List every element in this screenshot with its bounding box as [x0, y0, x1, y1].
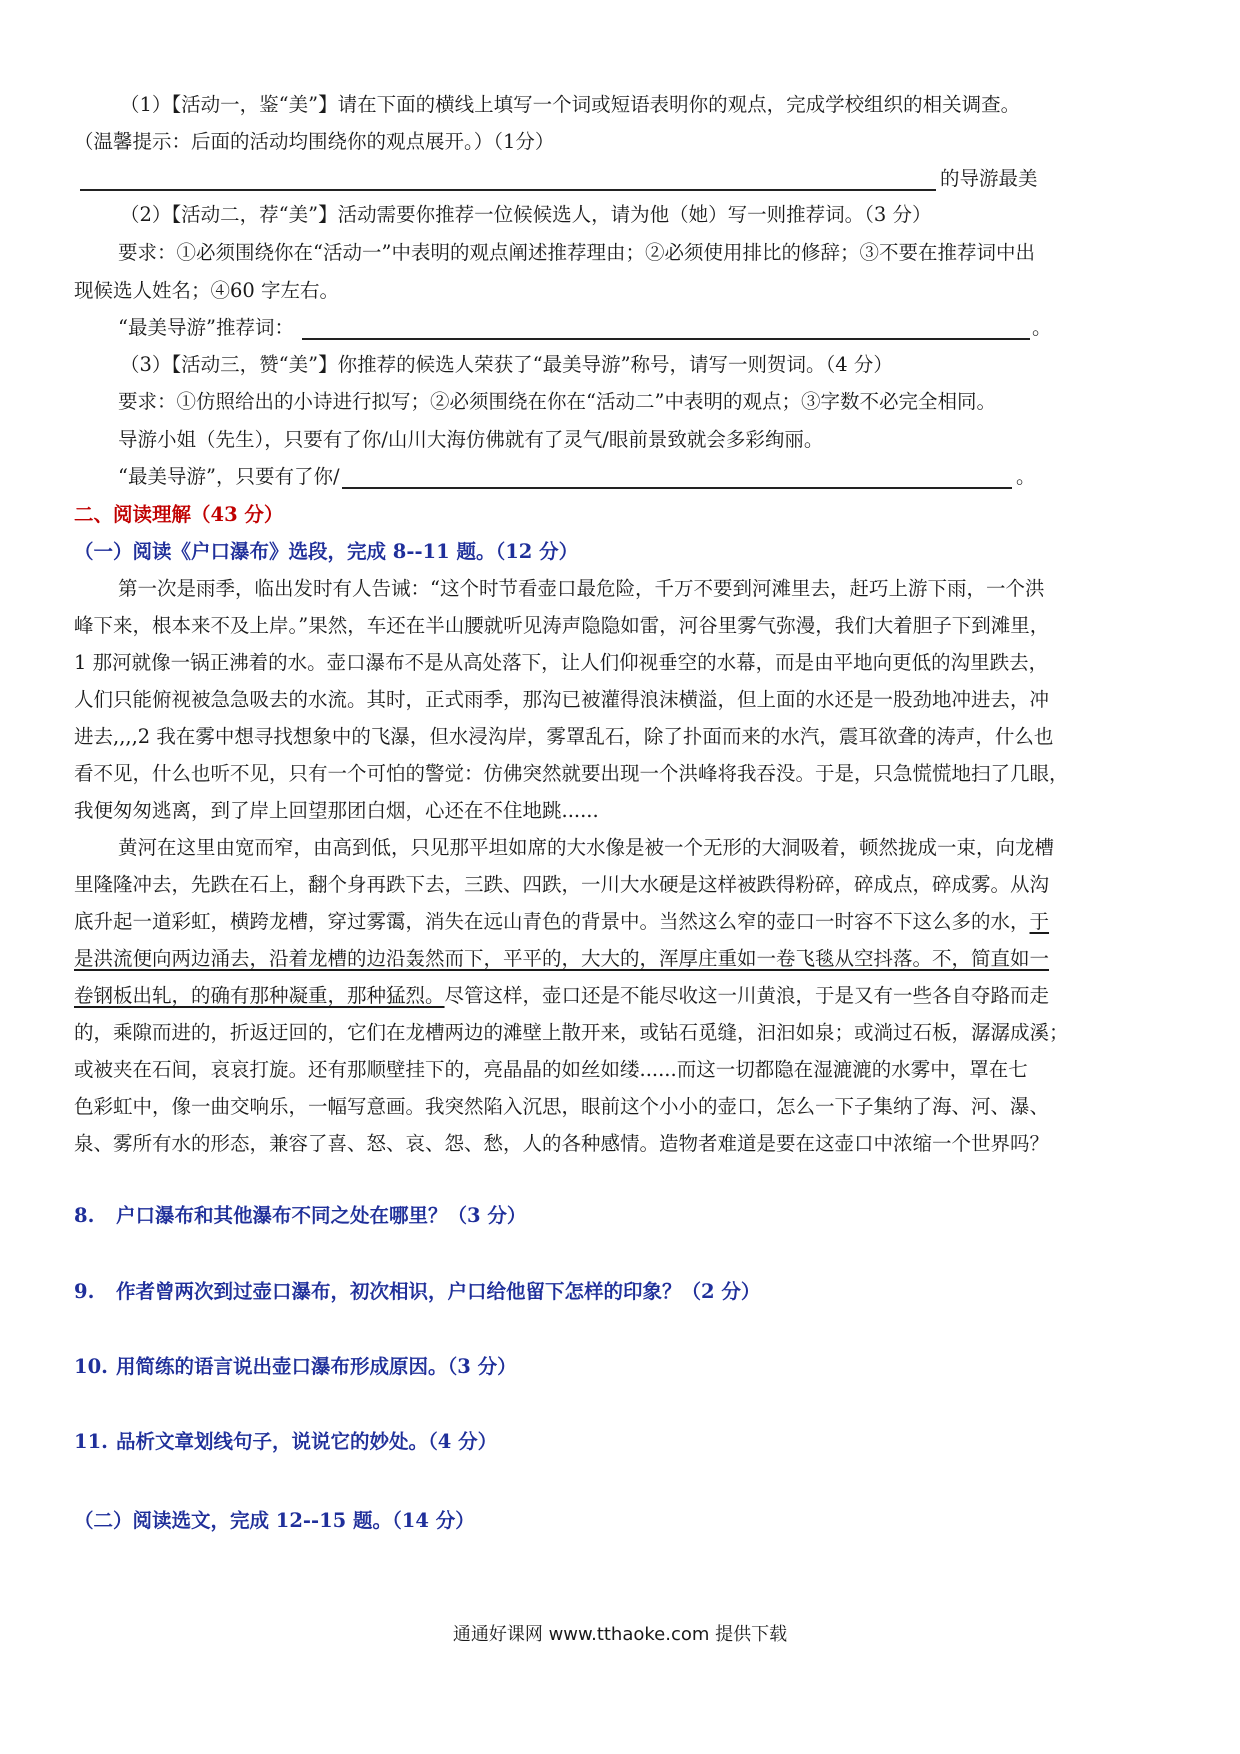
- question-number: 11.: [74, 1430, 108, 1453]
- part-2-title: （二）阅读选文，完成 12--15 题。（14 分）: [74, 1509, 475, 1532]
- activity-3-answer-end: 。: [1016, 465, 1036, 488]
- passage-line: 看不见，什么也听不见，只有一个可怕的警觉：仿佛突然就要出现一个洪峰将我吞没。于是，只急慌慌地扫了几眼，: [74, 762, 1069, 785]
- passage-line: 色彩虹中，像一曲交响乐，一幅写意画。我突然陷入沉思，眼前这个小小的壶口，怎么一下子集纳了海、河、瀑、: [74, 1095, 1050, 1118]
- question-text: 用简练的语言说出壶口瀑布形成原因。（3 分）: [116, 1355, 517, 1378]
- passage-line: [74, 907, 1166, 937]
- question-text: 作者曾两次到过壶口瀑布，初次相识，户口给他留下怎样的印象？（2 分）: [116, 1280, 761, 1303]
- activity-1-line-1: （1）【活动一，鉴“美”】请在下面的横线上填写一个词或短语表明你的观点，完成学校组织的相关调查。: [120, 93, 1021, 116]
- activity-3-poem: 导游小姐（先生），只要有了你/山川大海仿佛就有了灵气/眼前景致就会多彩绚丽。: [118, 428, 824, 451]
- passage-line: 第一次是雨季，临出发时有人告诫：“这个时节看壶口最危险，千万不要到河滩里去，赶巧上游下雨，一个洪: [118, 577, 1045, 600]
- passage-line: [74, 944, 1166, 974]
- activity-2-answer-line[interactable]: [302, 338, 1030, 340]
- part-1-title: （一）阅读《户口瀑布》选段，完成 8--11 题。（12 分）: [74, 540, 579, 563]
- passage-line: 泉、雾所有水的形态，兼容了喜、怒、哀、怨、愁，人的各种感情。造物者难道是要在这壶口中浓缩一个世界吗？: [74, 1132, 1050, 1155]
- activity-2-line-1: （2）【活动二，荐“美”】活动需要你推荐一位候候选人，请为他（她）写一则推荐词。（3 分）: [120, 203, 932, 226]
- question-10: [74, 1352, 1166, 1382]
- underlined-sentence-start: 于: [1029, 910, 1050, 933]
- question-11: [74, 1427, 1166, 1457]
- activity-3-answer-line[interactable]: [342, 487, 1012, 489]
- passage-line: 黄河在这里由宽而窄，由高到低，只见那平坦如席的大水像是被一个无形的大洞吸着，顿然拢成一束，向龙槽: [118, 836, 1055, 859]
- activity-3-requirement: 要求：①仿照给出的小诗进行拟写；②必须围绕在你在“活动二”中表明的观点；③字数不必完全相同。: [118, 390, 996, 413]
- activity-2-requirement-2: 现候选人姓名；④60 字左右。: [74, 279, 340, 302]
- passage-line: 进去,,,,2 我在雾中想寻找想象中的飞瀑，但水浸沟岸，雾罩乱石，除了扑面而来的水汽，震耳欲聋的涛声，什么也: [74, 725, 1054, 748]
- passage-line: 1 那河就像一锅正沸着的水。壶口瀑布不是从高处落下，让人们仰视垂空的水幕，而是由平地向更低的沟里跌去，: [74, 651, 1049, 674]
- passage-line: 我便匆匆逃离，到了岸上回望那团白烟，心还在不住地跳......: [74, 799, 599, 822]
- activity-1-answer-suffix: 的导游最美: [940, 167, 1038, 190]
- activity-2-answer-end: 。: [1032, 316, 1052, 339]
- passage-text: 底升起一道彩虹，横跨龙槽，穿过雾霭，消失在远山青色的背景中。当然这么窄的壶口一时容不下这么多的水，: [74, 910, 1030, 933]
- passage-line: 或被夹在石间，哀哀打旋。还有那顺壁挂下的，亮晶晶的如丝如缕......而这一切都隐在湿漉漉的水雾中，罩在七: [74, 1058, 1028, 1081]
- question-9: [74, 1277, 1166, 1307]
- underlined-sentence: 是洪流便向两边涌去，沿着龙槽的边沿轰然而下，平平的，大大的，浑厚庄重如一卷飞毯从空抖落。不，简直如一: [74, 947, 1050, 970]
- passage-line: 的，乘隙而进的，折返迂回的，它们在龙槽两边的滩壁上散开来，或钻石觅缝，汩汩如泉；或淌过石板，潺潺成溪；: [74, 1021, 1069, 1044]
- passage-line: 里隆隆冲去，先跌在石上，翻个身再跌下去，三跌、四跌，一川大水硬是这样被跌得粉碎，碎成点，碎成雾。从沟: [74, 873, 1050, 896]
- activity-1-line-2: （温馨提示：后面的活动均围绕你的观点展开。）（1分）: [74, 130, 555, 153]
- activity-3-line-1: （3）【活动三，赞“美”】你推荐的候选人荣获了“最美导游”称号，请写一则贺词。（4 分）: [120, 353, 893, 376]
- section-2-title: 二、阅读理解（43 分）: [74, 503, 284, 526]
- passage-line: 峰下来，根本来不及上岸。”果然，车还在半山腰就听见涛声隐隐如雷，河谷里雾气弥漫，我们大着胆子下到滩里，: [74, 614, 1050, 637]
- activity-1-answer-line[interactable]: [80, 189, 936, 191]
- question-number: 9.: [74, 1280, 95, 1303]
- passage-line: 人们只能俯视被急急吸去的水流。其时，正式雨季，那沟已被灌得浪沫横溢，但上面的水还是一股劲地冲进去，冲: [74, 688, 1050, 711]
- activity-2-answer-label: “最美导游”推荐词：: [118, 316, 294, 339]
- activity-2-requirement-1: 要求：①必须围绕你在“活动一”中表明的观点阐述推荐理由；②必须使用排比的修辞；③不要在推荐词中出: [118, 241, 1035, 264]
- passage-text: 尽管这样，壶口还是不能尽收这一川黄浪，于是又有一些各自夺路而走: [444, 984, 1050, 1007]
- question-number: 8.: [74, 1204, 95, 1227]
- footer-source: 通通好课网 www.tthaoke.com 提供下载: [452, 1624, 788, 1645]
- question-text: 户口瀑布和其他瀑布不同之处在哪里？（3 分）: [116, 1204, 527, 1227]
- passage-line: [74, 981, 1166, 1011]
- underlined-sentence-end: 卷钢板出轧，的确有那种凝重，那种猛烈。: [74, 984, 445, 1007]
- activity-3-answer-label: “最美导游”，只要有了你/: [118, 465, 340, 488]
- question-text: 品析文章划线句子，说说它的妙处。（4 分）: [116, 1430, 498, 1453]
- question-8: [74, 1201, 1166, 1231]
- question-number: 10.: [74, 1355, 108, 1378]
